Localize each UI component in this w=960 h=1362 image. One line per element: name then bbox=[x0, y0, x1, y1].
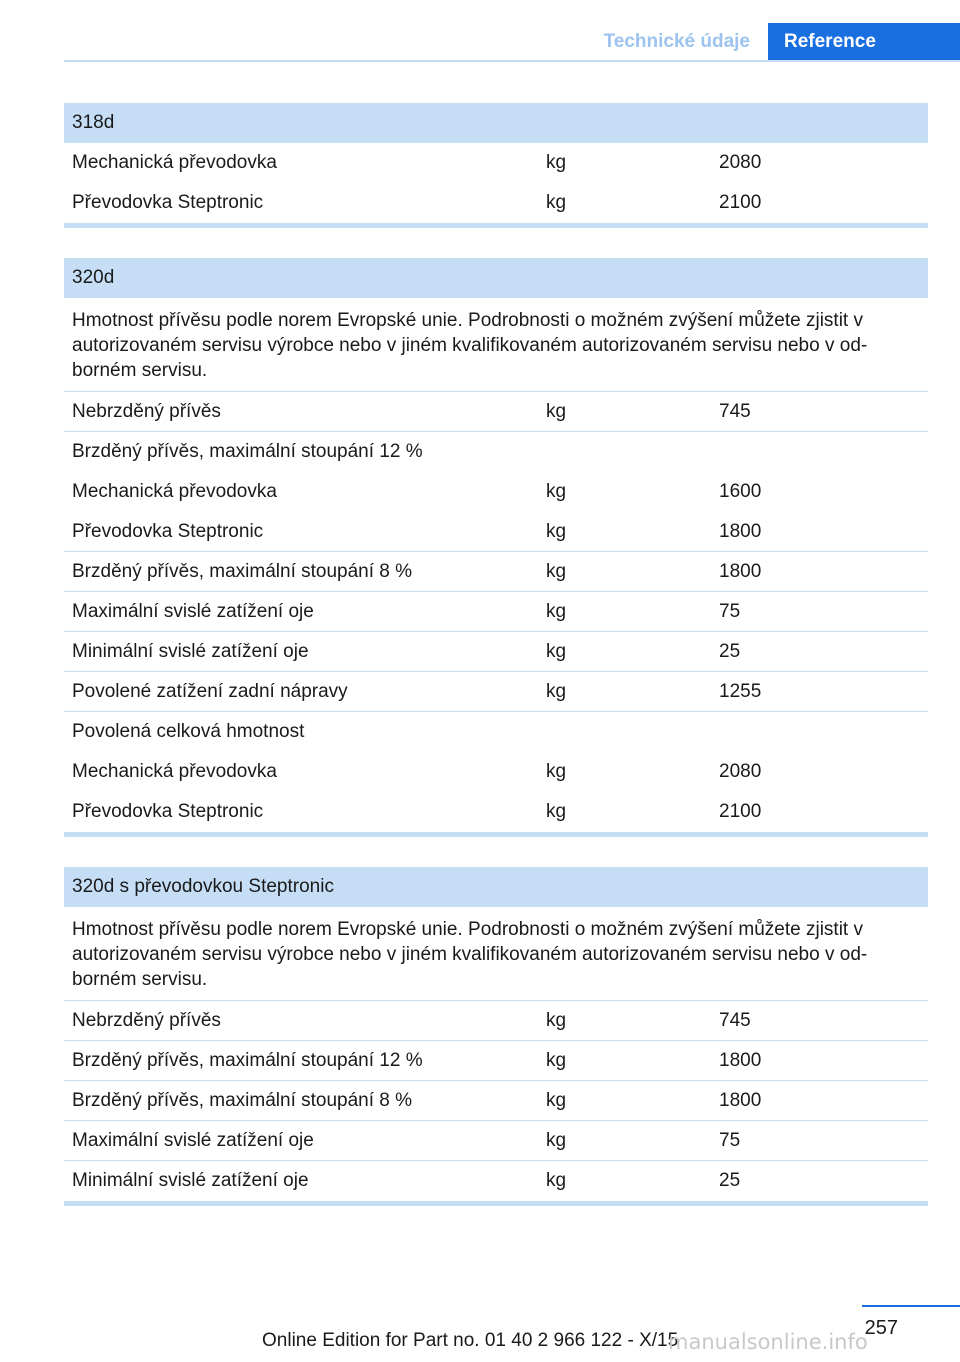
row-label: Brzděný přívěs, maximální stoupání 8 % bbox=[72, 1089, 413, 1111]
row-unit: kg bbox=[546, 680, 567, 702]
row-label: Mechanická převodovka bbox=[72, 151, 277, 173]
table-note: Hmotnost přívěsu podle norem Evropské unie. Podrobnosti o možném zvýšení můžete zjistit v autorizovaném servisu výrobce nebo v jiném kvalifikovaném autorizovaném servisu nebo v od-borném servisu. bbox=[64, 907, 928, 1001]
spec-tables bbox=[64, 103, 928, 1236]
table-row bbox=[64, 512, 928, 552]
table-title: 320d s převodovkou Steptronic bbox=[64, 867, 928, 907]
row-value: 1600 bbox=[719, 480, 762, 502]
row-value: 1255 bbox=[719, 680, 762, 702]
row-unit: kg bbox=[546, 560, 567, 582]
row-value: 2080 bbox=[719, 760, 762, 782]
row-unit: kg bbox=[546, 640, 567, 662]
table-row bbox=[64, 1161, 928, 1201]
row-value: 25 bbox=[719, 1169, 741, 1191]
page-header bbox=[460, 23, 960, 61]
row-unit: kg bbox=[546, 520, 567, 542]
table-row bbox=[64, 672, 928, 712]
spec-table bbox=[64, 867, 928, 1206]
table-row bbox=[64, 1081, 928, 1121]
row-unit: kg bbox=[546, 760, 567, 782]
row-unit: kg bbox=[546, 1049, 567, 1071]
page-number-rule bbox=[862, 1305, 960, 1307]
row-label: Mechanická převodovka bbox=[72, 480, 277, 502]
row-label: Převodovka Steptronic bbox=[72, 800, 264, 822]
row-label: Převodovka Steptronic bbox=[72, 520, 264, 542]
header-divider bbox=[64, 60, 960, 62]
table-end-rule bbox=[64, 1201, 928, 1206]
row-value: 75 bbox=[719, 600, 741, 622]
row-label: Brzděný přívěs, maximální stoupání 8 % bbox=[72, 560, 413, 582]
table-row bbox=[64, 392, 928, 432]
row-unit: kg bbox=[546, 400, 567, 422]
row-unit: kg bbox=[546, 1089, 567, 1111]
footer-edition: Online Edition for Part no. 01 40 2 966 122 - X/15 bbox=[262, 1330, 679, 1351]
page-number: 257 bbox=[864, 1317, 898, 1339]
table-row bbox=[64, 592, 928, 632]
row-unit: kg bbox=[546, 1169, 567, 1191]
row-label: Maximální svislé zatížení oje bbox=[72, 1129, 314, 1151]
row-label: Minimální svislé zatížení oje bbox=[72, 640, 309, 662]
table-end-rule bbox=[64, 832, 928, 837]
table-row bbox=[64, 752, 928, 792]
row-unit: kg bbox=[546, 1009, 567, 1031]
row-value: 1800 bbox=[719, 520, 762, 542]
row-label: Brzděný přívěs, maximální stoupání 12 % bbox=[72, 1049, 423, 1071]
row-value: 2100 bbox=[719, 191, 762, 213]
table-end-rule bbox=[64, 223, 928, 228]
row-unit: kg bbox=[546, 800, 567, 822]
row-label: Nebrzděný přívěs bbox=[72, 400, 221, 422]
table-row bbox=[64, 432, 928, 472]
table-note: Hmotnost přívěsu podle norem Evropské unie. Podrobnosti o možném zvýšení můžete zjistit v autorizovaném servisu výrobce nebo v jiném kvalifikovaném autorizovaném servisu nebo v od-borném servisu. bbox=[64, 298, 928, 392]
table-title: 318d bbox=[64, 103, 928, 143]
table-row bbox=[64, 183, 928, 223]
row-label: Převodovka Steptronic bbox=[72, 191, 264, 213]
table-row bbox=[64, 792, 928, 832]
row-label: Nebrzděný přívěs bbox=[72, 1009, 221, 1031]
table-row bbox=[64, 632, 928, 672]
table-row bbox=[64, 1001, 928, 1041]
row-value: 745 bbox=[719, 1009, 751, 1031]
row-label: Mechanická převodovka bbox=[72, 760, 277, 782]
row-value: 745 bbox=[719, 400, 751, 422]
row-value: 2080 bbox=[719, 151, 762, 173]
row-value: 1800 bbox=[719, 1049, 762, 1071]
table-row bbox=[64, 143, 928, 183]
row-unit: kg bbox=[546, 600, 567, 622]
spec-table bbox=[64, 103, 928, 228]
row-label: Maximální svislé zatížení oje bbox=[72, 600, 314, 622]
header-section-title: Technické údaje bbox=[603, 31, 750, 52]
row-label: Povolené zatížení zadní nápravy bbox=[72, 680, 348, 702]
table-row bbox=[64, 1041, 928, 1081]
row-label: Brzděný přívěs, maximální stoupání 12 % bbox=[72, 440, 423, 462]
row-value: 75 bbox=[719, 1129, 741, 1151]
table-row bbox=[64, 1121, 928, 1161]
row-unit: kg bbox=[546, 151, 567, 173]
spec-table bbox=[64, 258, 928, 837]
row-value: 1800 bbox=[719, 1089, 762, 1111]
row-value: 1800 bbox=[719, 560, 762, 582]
row-label: Minimální svislé zatížení oje bbox=[72, 1169, 309, 1191]
row-unit: kg bbox=[546, 480, 567, 502]
row-value: 2100 bbox=[719, 800, 762, 822]
row-value: 25 bbox=[719, 640, 741, 662]
row-unit: kg bbox=[546, 1129, 567, 1151]
table-row bbox=[64, 712, 928, 752]
table-row bbox=[64, 472, 928, 512]
watermark: manualsonline.info bbox=[668, 1330, 868, 1354]
table-row bbox=[64, 552, 928, 592]
row-unit: kg bbox=[546, 191, 567, 213]
row-label: Povolená celková hmotnost bbox=[72, 720, 305, 742]
table-title: 320d bbox=[64, 258, 928, 298]
header-chapter-tab: Reference bbox=[768, 23, 960, 61]
